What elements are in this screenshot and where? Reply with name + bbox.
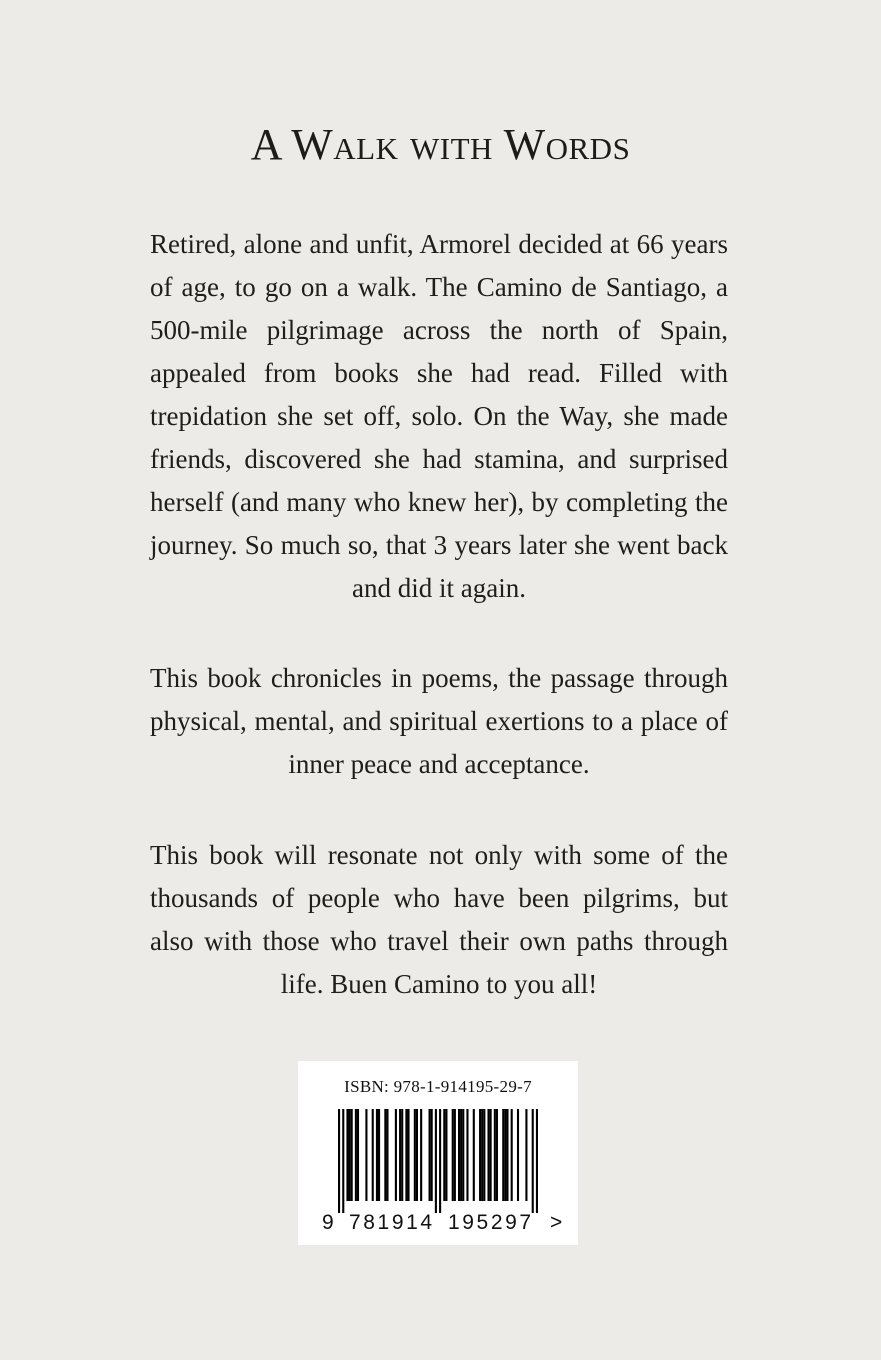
barcode-bar: [494, 1109, 496, 1201]
barcode-bar: [399, 1109, 401, 1201]
barcode-bar: [454, 1109, 456, 1201]
barcode-bar: [490, 1109, 492, 1201]
barcode-bar: [443, 1109, 445, 1201]
barcode-bar: [346, 1109, 348, 1201]
barcode-bar: [384, 1109, 386, 1201]
barcode-image: [338, 1109, 538, 1213]
barcode-bar: [504, 1109, 506, 1201]
barcode-bar: [420, 1109, 422, 1201]
barcode-bar: [405, 1109, 407, 1201]
barcode-guard-bar: [439, 1109, 441, 1213]
blurb-paragraph-2: This book chronicles in poems, the passage through physical, mental, and spiritual exertions to a place of inner peace and acceptance.: [150, 663, 728, 779]
barcode-bar: [506, 1109, 508, 1201]
barcode-bar: [407, 1109, 409, 1201]
barcode-guard-bar: [342, 1109, 344, 1213]
barcode-bar: [511, 1109, 513, 1201]
barcode-bar: [431, 1109, 433, 1201]
barcode-bar: [517, 1109, 519, 1201]
barcode-bar: [416, 1109, 418, 1201]
barcode-bar: [466, 1109, 468, 1201]
barcode-digits-right: 195297: [448, 1211, 534, 1234]
barcode-bar: [429, 1109, 431, 1201]
barcode-bar: [481, 1109, 483, 1201]
barcode-bar: [414, 1109, 416, 1201]
barcode-bar: [376, 1109, 378, 1201]
barcode-bar: [351, 1109, 353, 1201]
barcode-bar: [349, 1109, 351, 1201]
barcode-bar: [401, 1109, 403, 1201]
barcode-bar: [460, 1109, 462, 1201]
barcode-bar: [525, 1109, 527, 1201]
barcode-quiet-zone-marker: >: [550, 1211, 563, 1234]
blurb-paragraph-1: Retired, alone and unfit, Armorel decided at 66 years of age, to go on a walk. The Camino de Santiago, a 500-mile pilgrimage across the north of Spain, appealed from books she had read. Filled with trepidation she set off, solo. On the Way, she made friends, discovered she had stamina, and surprised herself (and many who knew her), by completing the journey. So much so, that 3 years later she went back and did it again.: [150, 229, 728, 603]
barcode-guard-bar: [536, 1109, 538, 1213]
barcode-bar: [479, 1109, 481, 1201]
blurb-paragraph-3: This book will resonate not only with some of the thousands of people who have been pilgrims, but also with those who travel their own paths through life. Buen Camino to you all!: [150, 840, 728, 999]
barcode-bar: [496, 1109, 498, 1201]
barcode-bar: [386, 1109, 388, 1201]
barcode-bar: [355, 1109, 357, 1201]
barcode-bar: [483, 1109, 485, 1201]
barcode-bar: [357, 1109, 359, 1201]
barcode-digits-left: 781914: [349, 1211, 435, 1234]
barcode-digit-first: 9: [322, 1211, 335, 1234]
barcode-bar: [452, 1109, 454, 1201]
barcode-bar: [458, 1109, 460, 1201]
barcode-bar: [365, 1109, 367, 1201]
barcode-bar: [487, 1109, 489, 1201]
barcode-guard-bar: [435, 1109, 437, 1213]
barcode-bar: [445, 1109, 447, 1201]
barcode-bar: [502, 1109, 504, 1201]
book-title: A Walk with Words: [250, 120, 631, 169]
barcode-bar: [378, 1109, 380, 1201]
barcode-guard-bar: [532, 1109, 534, 1213]
barcode-guard-bar: [338, 1109, 340, 1213]
barcode-bar: [473, 1109, 475, 1201]
barcode-bar: [462, 1109, 464, 1201]
barcode-bar: [395, 1109, 397, 1201]
barcode-box: [298, 1061, 578, 1245]
isbn-label: ISBN: 978-1-914195-29-7: [344, 1077, 532, 1096]
barcode-bar: [372, 1109, 374, 1201]
